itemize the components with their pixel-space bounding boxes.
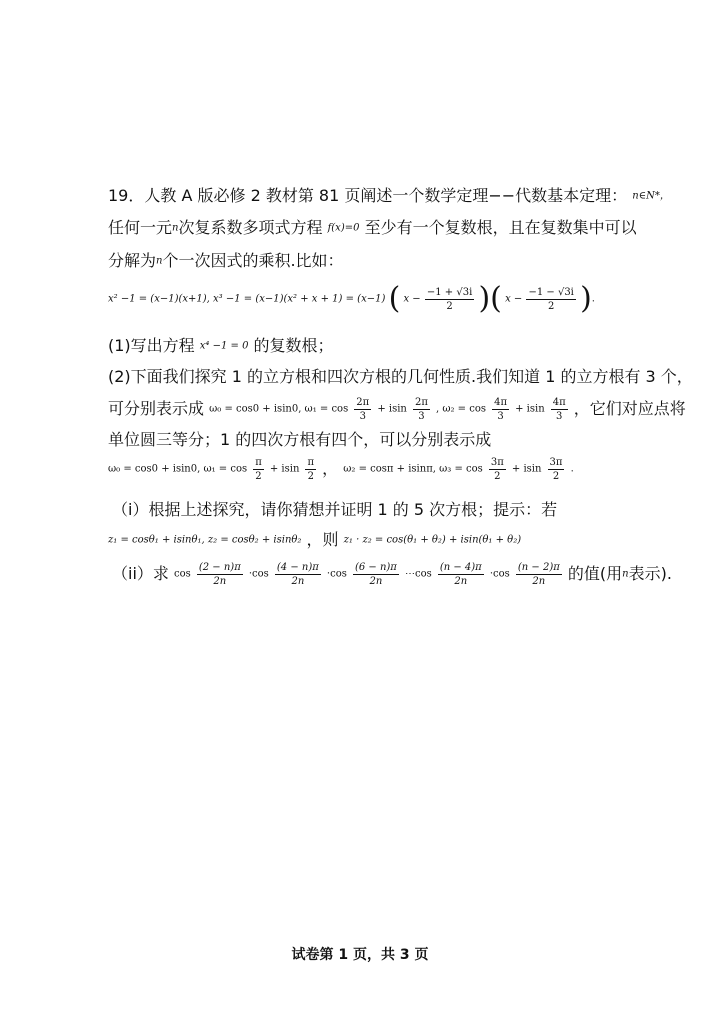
problem-line-2: 任何一元n次复系数多项式方程 f(x)=0 至少有一个复数根，且在复数集中可以 <box>108 218 637 237</box>
fraction: $\frac{3\pi}{2}$ <box>549 457 563 482</box>
fraction: $\frac{4\pi}{3}$ <box>552 397 566 422</box>
fraction: $\frac{-1 + √3i}{2}$ <box>426 286 473 312</box>
fraction: $\frac{\pi}{2}$ <box>255 457 262 482</box>
part-1: (1)写出方程 x⁴ −1 = 0 的复数根； <box>108 336 334 355</box>
fraction: $\frac{4\pi}{3}$ <box>494 397 508 422</box>
fraction: $\frac{(2 - n)\pi}{2n}$ <box>198 562 241 587</box>
sub-question-i: （i）根据上述探究，请你猜想并证明 1 的 5 次方根；提示：若 <box>112 500 558 519</box>
fraction: $\frac{(n - 4)\pi}{2n}$ <box>439 562 482 587</box>
hint-equation: z₁ = cosθ₁ + isinθ₁, z₂ = cosθ₂ + isinθ₂ ，则 z₁ · z₂ = cos(θ₁ + θ₂) + isin(θ₁ + θ₂) <box>108 530 522 549</box>
problem-line-1: 19．人教 A 版必修 2 教材第 81 页阐述一个数学定理−−代数基本定理： n∈N*， <box>108 186 670 205</box>
sub-question-ii: （ii）求 cos $\frac{(2 - n)\pi}{2n}$ ·cos $\frac{(4 - n)\pi}{2n}$ ·cos $\frac{(6 - n)\pi}{2n}$ ⋯cos $\frac{(n - 4)\pi}{2n}$ ·cos $\frac{(n - 2)\pi}{2n}$ 的值(用n表示). <box>112 562 672 587</box>
fraction: $\frac{(4 - n)\pi}{2n}$ <box>276 562 319 587</box>
part-2-line-1: (2)下面我们探究 1 的立方根和四次方根的几何性质.我们知道 1 的立方根有 3 个， <box>108 367 693 386</box>
fourth-roots-equation: ω₀ = cos0 + isin0, ω₁ = cos $\frac{\pi}{2}$ + isin $\frac{\pi}{2}$ ， ω₂ = cosπ + isinπ, ω₃ = cos $\frac{3\pi}{2}$ + isin $\frac{3\pi}{2}$ . <box>108 457 574 482</box>
part-2-line-2: 可分别表示成 ω₀ = cos0 + isin0, ω₁ = cos $\frac{2\pi}{3}$ + isin $\frac{2\pi}{3}$ , ω₂ = cos $\frac{4\pi}{3}$ + isin $\frac{4\pi}{3}$ ，它们对应点将 <box>108 397 686 422</box>
fraction: $\frac{(n - 2)\pi}{2n}$ <box>517 562 560 587</box>
part-2-line-3: 单位圆三等分；1 的四次方根有四个，可以分别表示成 <box>108 430 492 449</box>
fraction: $\frac{2\pi}{3}$ <box>356 397 370 422</box>
factorization-equation: x² −1 = (x−1)(x+1), x³ −1 = (x−1)(x² + x + 1) = (x−1) ( x − $\frac{-1 + √3i}{2}$ )( x − $\frac{-1 - √3i}{2}$ ). <box>108 281 595 316</box>
fraction: $\frac{-1 - √3i}{2}$ <box>528 286 574 312</box>
fraction: $\frac{2\pi}{3}$ <box>414 397 428 422</box>
fraction: $\frac{3\pi}{2}$ <box>490 457 504 482</box>
fraction: $\frac{\pi}{2}$ <box>307 457 315 482</box>
problem-line-3: 分解为n个一次因式的乘积.比如： <box>108 251 344 270</box>
fraction: $\frac{(6 - n)\pi}{2n}$ <box>354 562 397 587</box>
page-footer: 试卷第 1 页，共 3 页 <box>291 947 429 963</box>
